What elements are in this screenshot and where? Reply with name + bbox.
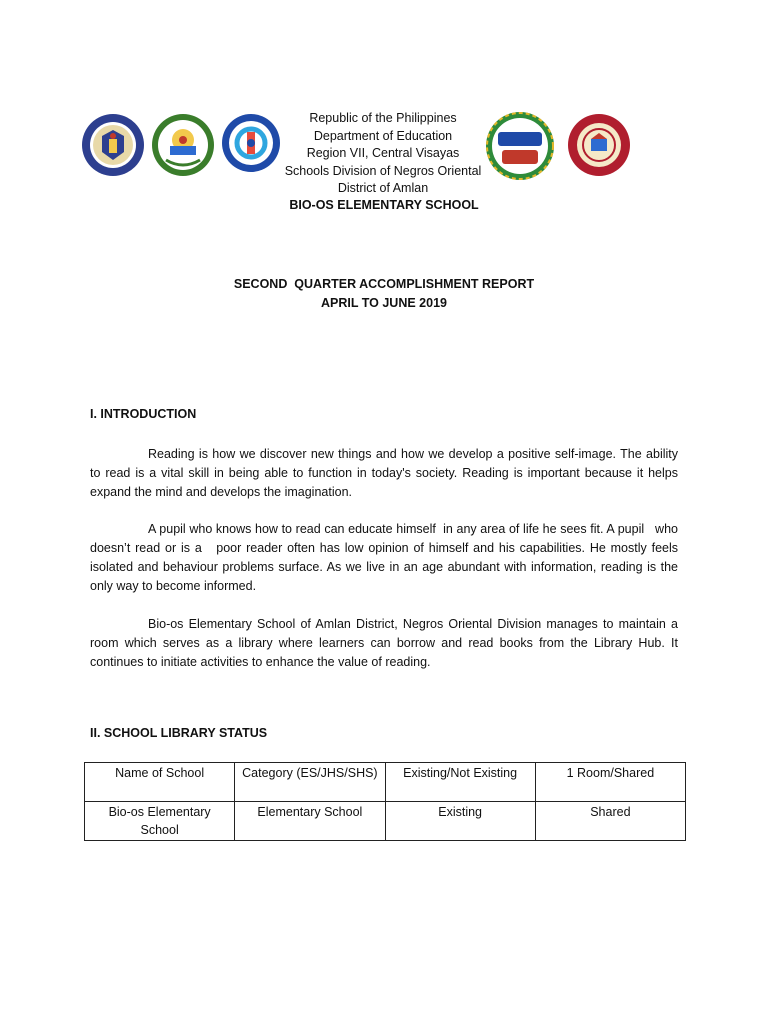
table-cell: Elementary School: [235, 802, 385, 841]
column-header: Category (ES/JHS/SHS): [235, 763, 385, 802]
school-name: BIO-OS ELEMENTARY SCHOOL: [289, 198, 479, 212]
library-status-table: [84, 762, 686, 841]
table-row: [85, 802, 686, 841]
report-title-block: [0, 275, 768, 313]
header-line: Department of Education: [313, 128, 453, 143]
header-line: Republic of the Philippines: [309, 111, 457, 125]
table-cell: Existing: [385, 802, 535, 841]
report-title: SECOND QUARTER ACCOMPLISHMENT REPORT: [233, 277, 535, 291]
region-seal-logo: [150, 112, 216, 178]
agency-header: [250, 110, 516, 198]
column-header: Name of School: [85, 763, 235, 802]
school-seal-logo: [566, 112, 632, 178]
column-header: Existing/Not Existing: [385, 763, 535, 802]
header-line: Region VII, Central Visayas: [306, 146, 460, 160]
table-header-row: [85, 763, 686, 802]
intro-paragraph: Reading is how we discover new things and how we develop a positive self-image. The ability to read is a vital skill in being able to function in today's society. Reading is important because it helps expand the mind and develops the imagination.: [90, 447, 689, 499]
header-line: Schools Division of Negros Oriental: [284, 163, 482, 178]
table-cell: Shared: [535, 802, 685, 841]
introduction-heading: I. INTRODUCTION: [90, 407, 197, 421]
table-cell: Bio-os Elementary School: [85, 802, 235, 841]
header-line: District of Amlan: [337, 181, 429, 195]
report-period: APRIL TO JUNE 2019: [321, 296, 447, 310]
deped-seal-logo: [80, 112, 146, 178]
column-header: 1 Room/Shared: [535, 763, 685, 802]
intro-paragraph: A pupil who knows how to read can educate himself in any area of life he sees fit. A pupil who doesn’t read or is a poor reader often has low opinion of himself and his capabilities. He mostly feels isolated and behaviour problems surface. As we live in an age abundant with information, reading is the only way to become informed.: [90, 522, 685, 593]
library-status-heading: II. SCHOOL LIBRARY STATUS: [90, 726, 268, 740]
intro-paragraph: Bio-os Elementary School of Amlan District, Negros Oriental Division manages to maintain a room which serves as a library where learners can borrow and read books from the Library Hub. It continues to initiate activities to enhance the value of reading.: [90, 617, 682, 669]
